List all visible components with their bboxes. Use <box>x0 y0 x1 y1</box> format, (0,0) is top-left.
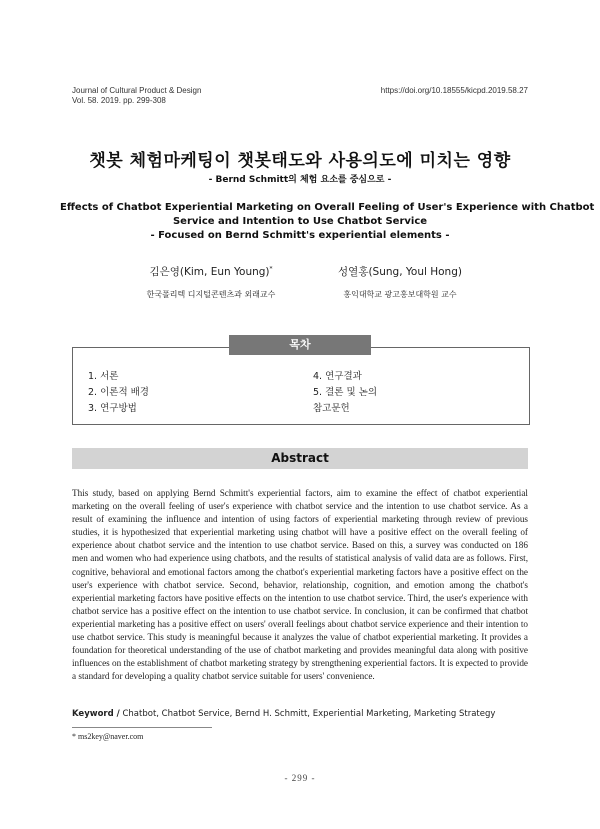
toc-left-column <box>88 369 149 417</box>
toc-right-column <box>313 369 377 417</box>
paper-title-english <box>60 201 595 243</box>
paper-subtitle-korean: - Bernd Schmitt의 체험 요소를 중심으로 - <box>208 175 392 185</box>
page-number: - 299 - <box>284 773 316 783</box>
footnote-email: * ms2key@naver.com <box>72 732 144 741</box>
toc-item: 참고문헌 <box>313 403 350 414</box>
toc-item: 5. 결론 및 논의 <box>313 387 378 398</box>
author-1-mark: * <box>269 265 273 273</box>
journal-name: Journal of Cultural Product & Design <box>72 86 202 95</box>
author-1-affiliation: 한국폴리텍 디지털콘텐츠과 외래교수 <box>146 290 276 299</box>
paper-title-korean: 챗봇 체험마케팅이 챗봇태도와 사용의도에 미치는 영향 <box>89 151 511 171</box>
title-en-line-3: - Focused on Bernd Schmitt's experiential elements - <box>150 230 450 241</box>
title-en-line-1: Effects of Chatbot Experiential Marketing on Overall Feeling of User's Experience with Chatbot <box>60 202 595 213</box>
doi-link[interactable]: https://doi.org/10.18555/kicpd.2019.58.27 <box>380 86 528 95</box>
keywords <box>72 709 528 719</box>
author-2-affiliation: 홍익대학교 광고홍보대학원 교수 <box>343 290 457 299</box>
journal-volume: Vol. 58. 2019. pp. 299-308 <box>72 96 166 105</box>
toc-heading: 목차 <box>229 335 371 355</box>
toc-item: 2. 이론적 배경 <box>88 387 149 398</box>
author-2-name <box>300 264 500 279</box>
toc-item: 1. 서론 <box>88 371 119 382</box>
keywords-text: Chatbot, Chatbot Service, Bernd H. Schmitt, Experiential Marketing, Marketing Strategy <box>122 709 496 719</box>
title-en-line-2: Service and Intention to Use Chatbot Service <box>172 216 428 227</box>
abstract-body: This study, based on applying Bernd Schmitt's experiential factors, aim to examine the effect of chatbot experiential marketing on the overall feeling of user's experience with chatbot service and the intention to use chatbot service. As a result of examining the influence and intention of using factors of experiential marketing through review of previous studies, it is hypothesized that experiential marketing using chatbot will have a positive effect on the overall feeling of experience about chatbot service and the intention to use chatbot service. Based on this, a survey was conducted on 186 men and women who had experience using chatbots, and the results of statistical analysis of valid data are as follows. First, cognitive, behavioral and emotional factors among the chatbot's experiential marketing factors have a positive effect on the user's experience with chatbot service. Second, behavior, relationship, cognition, and emotion among the chatbot's experiential marketing factors have positive effects on the intention to use chatbot service. Third, the user's experience with chatbot service has a positive effect on the intention to use chatbot service. In conclusion, it can be confirmed that chatbot experiential marketing has a positive effect on users' overall feelings about chatbot service experience and their intention to use chatbot service. This study is meaningful because it analyzes the value of chatbot experiential marketing. It provides a foundation for theoretical understanding of the use of chatbot marketing and provides meaningful data along with positive influences on the establishment of chatbot marketing strategy by strengthening experiential factors. It is expected to provide a standard for developing a quality chatbot service suitable for users' convenience. <box>72 488 528 682</box>
author-2-name-text: 성열홍(Sung, Youl Hong) <box>338 266 462 278</box>
journal-header <box>72 86 201 106</box>
toc-item: 3. 연구방법 <box>88 403 137 414</box>
footnote-divider <box>72 727 212 728</box>
keywords-label: Keyword / <box>72 709 120 719</box>
toc-item: 4. 연구결과 <box>313 371 362 382</box>
abstract-heading: Abstract <box>72 448 528 469</box>
author-1-name <box>111 264 311 279</box>
author-1-name-text: 김은영(Kim, Eun Young) <box>149 266 270 278</box>
